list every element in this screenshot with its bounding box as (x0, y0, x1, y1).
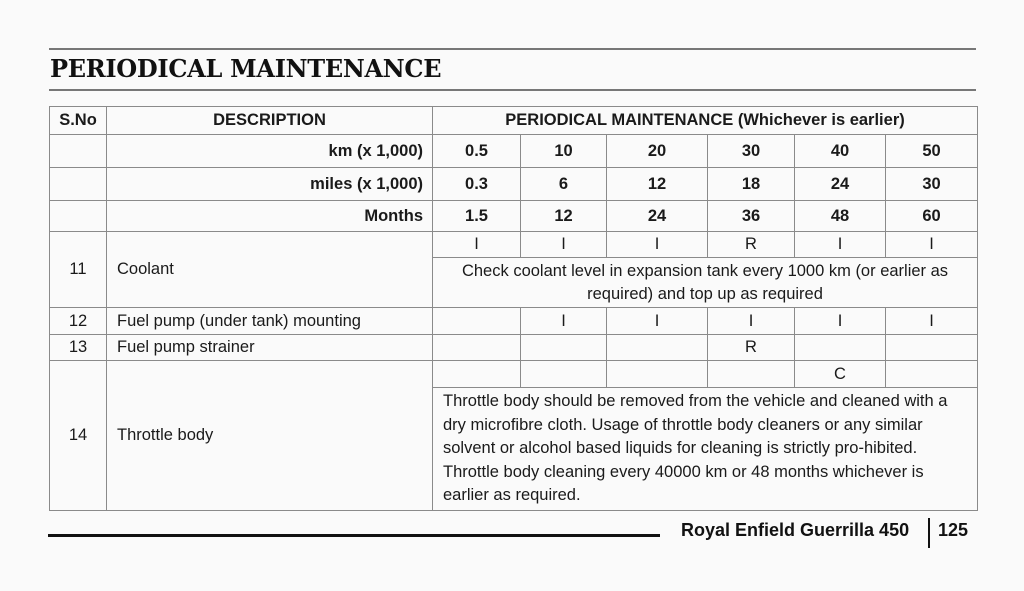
action-cell: I (433, 232, 521, 258)
months-label: Months (107, 201, 433, 232)
table-row (50, 335, 978, 361)
row-sno: 13 (50, 335, 107, 361)
row-sno: 14 (50, 361, 107, 511)
months-row (50, 201, 978, 232)
action-cell (607, 361, 708, 388)
months-value: 36 (708, 201, 795, 232)
action-cell (886, 335, 978, 361)
action-cell (795, 335, 886, 361)
km-value: 20 (607, 135, 708, 168)
action-cell: I (607, 232, 708, 258)
row-description: Throttle body (107, 361, 433, 511)
action-cell: I (708, 308, 795, 335)
action-cell: I (795, 232, 886, 258)
miles-label: miles (x 1,000) (107, 168, 433, 201)
action-cell (433, 361, 521, 388)
action-cell: I (521, 308, 607, 335)
action-cell (521, 335, 607, 361)
miles-value: 6 (521, 168, 607, 201)
row-description: Fuel pump strainer (107, 335, 433, 361)
throttle-body-note: Throttle body should be removed from the vehicle and cleaned with a dry microfibre cloth. Usage of throttle body cleaners or any similar solvent or alcohol based liquids for cleaning is strictly pro-hibited. Throttle body cleaning every 40000 km or 48 months whichever is earlier as required. (433, 388, 978, 511)
action-cell (708, 361, 795, 388)
action-cell: I (795, 308, 886, 335)
miles-row (50, 168, 978, 201)
km-value: 10 (521, 135, 607, 168)
miles-value: 24 (795, 168, 886, 201)
footer-brand: Royal Enfield Guerrilla 450 (681, 520, 910, 540)
action-cell (607, 335, 708, 361)
action-cell: I (886, 232, 978, 258)
table-row (50, 232, 978, 258)
top-rule (49, 48, 976, 50)
action-cell: R (708, 232, 795, 258)
header-row (50, 107, 978, 135)
km-value: 0.5 (433, 135, 521, 168)
action-cell (433, 308, 521, 335)
miles-value: 12 (607, 168, 708, 201)
row-sno: 12 (50, 308, 107, 335)
km-label: km (x 1,000) (107, 135, 433, 168)
title-rule (49, 89, 976, 91)
table-row (50, 308, 978, 335)
km-value: 30 (708, 135, 795, 168)
months-value: 1.5 (433, 201, 521, 232)
months-value: 48 (795, 201, 886, 232)
row-sno: 11 (50, 232, 107, 308)
action-cell: I (886, 308, 978, 335)
action-cell (521, 361, 607, 388)
action-cell (433, 335, 521, 361)
schedule-header: PERIODICAL MAINTENANCE (Whichever is earlier) (433, 107, 978, 135)
footer-rule (48, 534, 660, 537)
km-value: 40 (795, 135, 886, 168)
miles-value: 18 (708, 168, 795, 201)
action-cell: C (795, 361, 886, 388)
row-description: Fuel pump (under tank) mounting (107, 308, 433, 335)
action-cell (886, 361, 978, 388)
footer-separator (928, 518, 930, 548)
action-cell: I (521, 232, 607, 258)
km-value: 50 (886, 135, 978, 168)
page-title: PERIODICAL MAINTENANCE (50, 54, 442, 83)
km-row (50, 135, 978, 168)
miles-value: 30 (886, 168, 978, 201)
months-value: 24 (607, 201, 708, 232)
page-number: 125 (938, 520, 969, 540)
action-cell: R (708, 335, 795, 361)
action-cell: I (607, 308, 708, 335)
months-value: 60 (886, 201, 978, 232)
coolant-note: Check coolant level in expansion tank every 1000 km (or earlier as required) and top up as required (433, 258, 978, 308)
row-description: Coolant (107, 232, 433, 308)
sno-header: S.No (50, 107, 107, 135)
description-header: DESCRIPTION (107, 107, 433, 135)
maintenance-table (49, 106, 978, 511)
table-row (50, 361, 978, 388)
miles-value: 0.3 (433, 168, 521, 201)
months-value: 12 (521, 201, 607, 232)
